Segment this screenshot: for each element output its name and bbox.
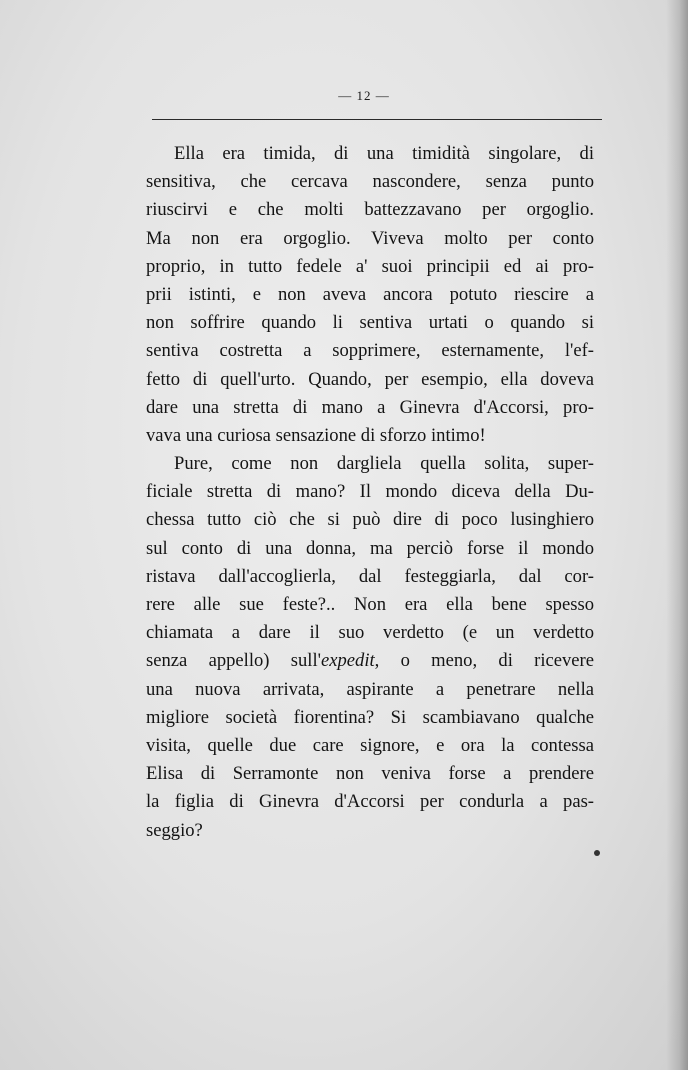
italic-word: expedit <box>320 650 375 672</box>
text-line: chiamata a dare il suo verdetto (e un verdetto <box>146 622 594 644</box>
text-line: visita, quelle due care signore, e ora la contessa <box>146 734 594 756</box>
text-line: vava una curiosa sensazione di sforzo intimo! <box>146 424 486 446</box>
page-number: — 12 — <box>338 88 390 103</box>
ink-speck <box>594 850 600 856</box>
text-line: chessa tutto ciò che si può dire di poco lusinghiero <box>146 509 594 531</box>
text-line: non soffrire quando li sentiva urtati o quando si <box>146 312 594 334</box>
text-line: migliore società fiorentina? Si scambiavano qualche <box>146 706 594 728</box>
header-rule <box>152 119 602 120</box>
text-line: proprio, in tutto fedele a' suoi principii ed ai pro- <box>146 255 594 277</box>
text-line: Pure, come non dargliela quella solita, super- <box>174 453 594 475</box>
page-gutter-shadow <box>666 0 688 1070</box>
text-line: Ma non era orgoglio. Viveva molto per conto <box>146 227 594 249</box>
text-line: rere alle sue feste?.. Non era ella bene spesso <box>146 594 594 615</box>
text-line: prii istinti, e non aveva ancora potuto riescire a <box>146 283 594 305</box>
text-line: una nuova arrivata, aspirante a penetrare nella <box>146 678 594 700</box>
text-line: sentiva costretta a sopprimere, esternamente, l'ef- <box>146 340 594 362</box>
text-line: seggio? <box>146 819 203 841</box>
text-line: la figlia di Ginevra d'Accorsi per condurla a pas- <box>146 791 594 813</box>
text-line: sul conto di una donna, ma perciò forse il mondo <box>146 537 594 559</box>
text-line: sensitiva, che cercava nascondere, senza punto <box>146 171 594 193</box>
text-line: fetto di quell'urto. Quando, per esempio, ella doveva <box>146 368 594 390</box>
body-text <box>146 140 594 845</box>
text-line: senza appello) sull'expedit, o meno, di ricevere <box>146 650 594 672</box>
text-line: Elisa di Serramonte non veniva forse a prendere <box>146 763 594 785</box>
text-line: Ella era timida, di una timidità singolare, di <box>174 143 594 164</box>
text-line: riuscirvi e che molti battezzavano per orgoglio. <box>146 199 594 221</box>
text-line: dare una stretta di mano a Ginevra d'Accorsi, pro- <box>146 396 594 418</box>
text-line: ficiale stretta di mano? Il mondo diceva della Du- <box>146 481 594 503</box>
text-line: ristava dall'accoglierla, dal festeggiarla, dal cor- <box>146 565 594 587</box>
